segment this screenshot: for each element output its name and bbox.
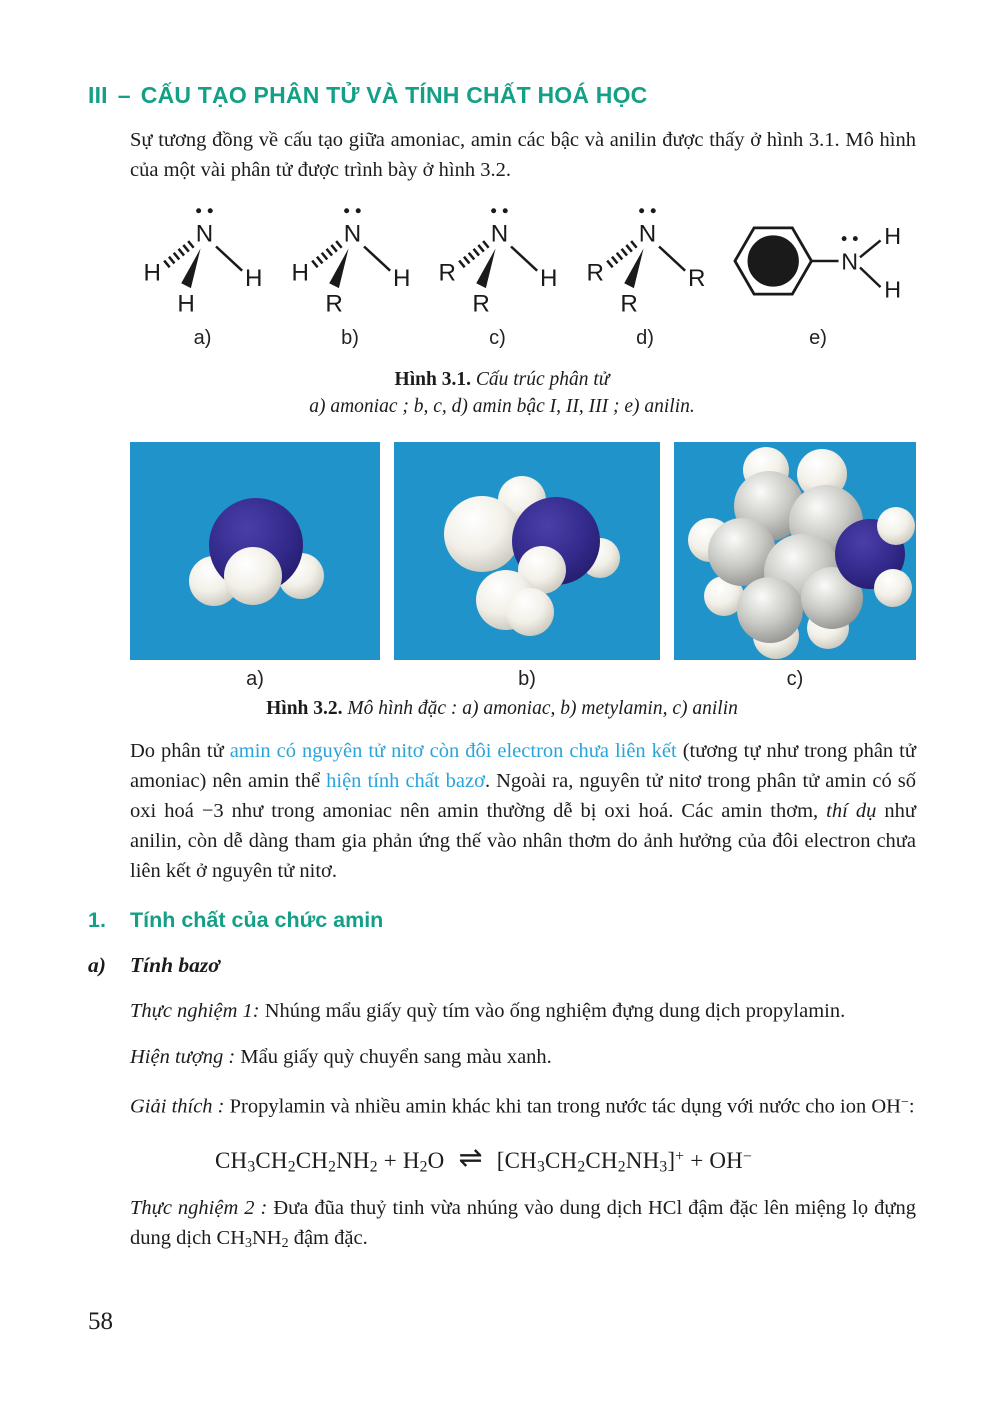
center-atom: N [841,248,859,275]
fig32-label-c: c) [786,668,804,690]
text-segment: + OH [684,1148,743,1174]
structural-formula-svg [425,199,570,323]
text-segment: amin có nguyên tử nitơ còn đôi electron chưa liên kết [229,740,677,762]
fig32-panel-labels [130,668,916,691]
text-segment: ⇌ [458,1140,483,1175]
text-segment: 3 [537,1158,546,1176]
subsection-a-title: Tính bazơ [130,953,220,977]
main-paragraph [130,736,916,886]
phenomenon-paragraph [130,1042,916,1072]
text-segment: O [427,1148,445,1174]
fig32-label-a: a) [246,668,264,690]
text-segment: Propylamin và nhiều amin khác khi tan trong nước tác dụng với nước cho ion OH [224,1095,901,1118]
structural-formula-svg [720,199,916,323]
text-segment: CH [215,1148,248,1174]
aniline-model-image [674,442,916,660]
ammonia-model-image [130,442,380,660]
bottom-substituent: H [177,290,195,318]
fig31-caption [88,366,916,420]
text-segment: Hiện tượng : [130,1046,236,1068]
right-substituent: H [245,265,263,293]
right-substituent: R [687,265,705,293]
experiment-1-paragraph [130,996,916,1026]
explanation-paragraph [130,1088,916,1121]
text-segment: . Ngoài ra, nguyên tử nitơ trong phân tử amin có số oxi hoá −3 như trong amoniac nên amin thường dễ bị oxi hoá. Các amin thơm, [130,770,916,822]
page-number: 58 [88,1308,113,1335]
right-substituent: H [392,265,410,293]
center-atom: N [490,220,509,248]
text-segment: Đưa đũa thuỷ tinh vừa nhúng vào dung dịch HCl đậm đặc lên miệng lọ đựng dung dịch CH [130,1196,916,1249]
formula-label: a) [193,327,212,349]
methylamine-model-image [394,442,660,660]
subsection-1-title: Tính chất của chức amin [130,908,384,932]
text-segment: Giải thích : [130,1095,225,1118]
left-substituent: R [586,259,604,287]
fig31-caption-title: Cấu trúc phân tử [470,369,610,390]
fig32-model-row [130,442,916,660]
text-segment: 2 [287,1158,296,1176]
subsection-a-number: a) [88,953,106,977]
text-segment: 3 [245,1235,252,1251]
bottom-substituent: R [619,290,638,318]
bottom-substituent: H [884,276,902,303]
text-segment: CH [255,1148,288,1174]
left-substituent: H [143,259,161,287]
structural-formula-svg [130,199,275,323]
text-segment: 3 [247,1158,256,1176]
text-segment: 2 [328,1158,337,1176]
aniline-model-svg [674,442,916,660]
text-segment: NH [252,1226,282,1249]
text-segment: 3 [659,1158,668,1176]
center-atom: N [195,220,214,248]
formula-label: e) [809,327,827,349]
section-heading [88,82,916,109]
intro-paragraph: Sự tương đồng về cấu tạo giữa amoniac, amin các bậc và anilin được thấy ở hình 3.1. Mô hình của một vài phân tử được trình bày ở hình 3.2. [130,129,916,181]
text-segment: CH [295,1148,329,1174]
left-substituent: H [291,259,309,287]
text-segment: + H [377,1148,420,1174]
structural-formula-svg [278,199,423,323]
text-segment: 2 [369,1158,378,1176]
text-segment: hiện tính chất bazơ [326,770,485,792]
text-segment: Mẩu giấy quỳ chuyển sang màu xanh. [235,1046,552,1068]
structural-formula-d [573,199,718,350]
text-segment: : [908,1095,915,1118]
center-atom: N [343,220,361,248]
text-segment: 2 [577,1158,586,1176]
top-substituent: H [884,223,902,250]
subsection-1-heading [88,908,916,933]
text-segment: Nhúng mẩu giấy quỳ tím vào ống nghiệm đựng dung dịch propylamin. [259,1000,846,1022]
text-segment: − [742,1148,752,1166]
ammonia-model-svg [130,442,380,660]
center-atom: N [638,220,656,248]
right-substituent: H [540,265,558,293]
formula-label: d) [636,327,654,349]
fig32-label-b: b) [518,668,536,690]
text-segment: 2 [617,1158,626,1176]
text-segment: đậm đặc. [288,1226,368,1249]
left-substituent: R [438,259,456,287]
text-segment: (tương tự như trong phân tử amoniac) nên amin thể [130,740,916,792]
text-segment: Thực nghiệm 1: [130,1000,260,1022]
text-segment: như anilin, còn dễ dàng tham gia phản ứng thế vào nhân thơm do ảnh hưởng của đôi electron chưa liên kết ở nguyên tử nitơ. [130,800,916,882]
chemical-equation [215,1141,916,1176]
text-segment: 2 [419,1158,428,1176]
text-segment: 2 [281,1235,289,1251]
structural-formula-svg [573,199,718,323]
text-segment: ] [667,1148,676,1174]
methylamine-model-svg [394,442,660,660]
experiment-2-paragraph [130,1193,916,1259]
formula-label: c) [489,327,506,349]
bottom-substituent: R [472,290,490,318]
fig32-caption [88,695,916,722]
text-segment: CH [545,1148,578,1174]
fig31-caption-line2: a) amoniac ; b, c, d) amin bậc I, II, III ; e) anilin. [309,396,695,417]
text-segment: NH [336,1148,370,1174]
formula-label: b) [341,327,359,349]
fig31-caption-number: Hình 3.1. [394,369,471,390]
text-segment: + [675,1148,685,1166]
structural-formula-e [720,199,916,350]
heading-dash: – [117,82,131,108]
section-roman-numeral: III [88,82,108,108]
text-segment: NH [625,1148,660,1174]
subsection-a-heading [88,953,916,978]
fig31-formula-row [130,199,916,350]
fig32-caption-number: Hình 3.2. [266,698,343,719]
structural-formula-b [278,199,423,350]
structural-formula-a [130,199,275,350]
fig32-caption-title: Mô hình đặc : a) amoniac, b) metylamin, c) anilin [342,698,738,719]
subsection-1-number: 1. [88,908,106,932]
structural-formula-c [425,199,570,350]
text-segment: Do phân tử [130,740,230,762]
text-segment: Thực nghiệm 2 : [130,1196,268,1219]
section-heading-title: CẤU TẠO PHÂN TỬ VÀ TÍNH CHẤT HOÁ HỌC [140,82,648,108]
text-segment: thí dụ [826,800,877,822]
text-segment: [CH [496,1148,537,1174]
bottom-substituent: R [324,290,343,318]
text-segment: − [900,1095,909,1110]
text-segment: CH [585,1148,618,1174]
